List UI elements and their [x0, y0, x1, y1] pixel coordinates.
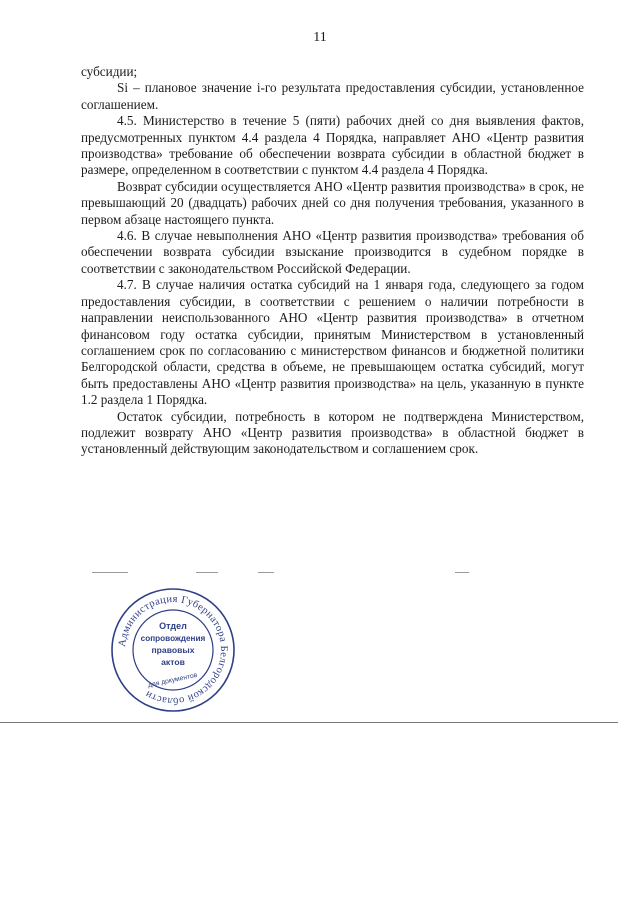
seal-line-2: сопровождения — [140, 634, 206, 643]
seal-icon — [108, 585, 238, 715]
scan-mark — [455, 572, 469, 573]
document-body — [81, 64, 584, 458]
seal-line-4: актов — [161, 657, 185, 667]
seal-outer-text: Администрация Губернатора Белгородской области — [117, 593, 230, 707]
paragraph-refund-term: Возврат субсидии осуществляется АНО «Центр развития производства» в срок, не превышающий 20 (двадцать) рабочих дней со дня получения требования, указанного в первом абзаце настоящего пункта. — [81, 178, 584, 227]
official-seal-stamp — [108, 585, 238, 715]
paragraph-remainder: Остаток субсидии, потребность в котором не подтверждена Министерством, подлежит возврату АНО «Центр развития производства» в областной бюджет в установленный действующим законодательством и соглашением срок. — [81, 408, 584, 457]
paragraph-continuation: субсидии; — [81, 64, 138, 79]
seal-line-3: правовых — [151, 645, 195, 655]
paragraph-4-5: 4.5. Министерство в течение 5 (пяти) рабочих дней со дня выявления фактов, предусмотренных пунктом 4.4 раздела 4 Порядка, направляет АНО «Центр развития производства» требование об обеспечении возврата субсидии в областной бюджет в размере, определенном в соответствии с пунктом 4.4 раздела 4 Порядка. — [81, 113, 584, 178]
scan-mark — [258, 572, 274, 573]
page-bottom-rule — [0, 722, 618, 723]
scan-mark — [92, 572, 128, 573]
seal-line-1: Отдел — [159, 621, 187, 631]
paragraph-si-definition: Si – плановое значение i-го результата предоставления субсидии, установленное соглашением. — [81, 80, 584, 112]
page-number: 11 — [313, 30, 327, 45]
seal-bottom-text: для документов — [147, 671, 198, 690]
paragraph-4-6: 4.6. В случае невыполнения АНО «Центр развития производства» требования об обеспечении возврата субсидии взыскание производится в судебном порядке в соответствии с законодательством Российской Федерации. — [81, 228, 584, 276]
paragraph-4-7: 4.7. В случае наличия остатка субсидий на 1 января года, следующего за годом предоставления субсидии, в соответствии с решением о наличии потребности в направлении неиспользованного АНО «Центр развития производства» в отчетном финансовом году остатка субсидии, принятым Министерством в установленный соглашением срок по согласованию с министерством финансов и бюджетной политики Белгородской области, средства в объеме, не превышающем остатка субсидий, могут быть предоставлены АНО «Центр развития производства» на цель, указанную в пункте 1.2 раздела 1 Порядка. — [81, 277, 584, 408]
scan-mark — [196, 572, 218, 573]
